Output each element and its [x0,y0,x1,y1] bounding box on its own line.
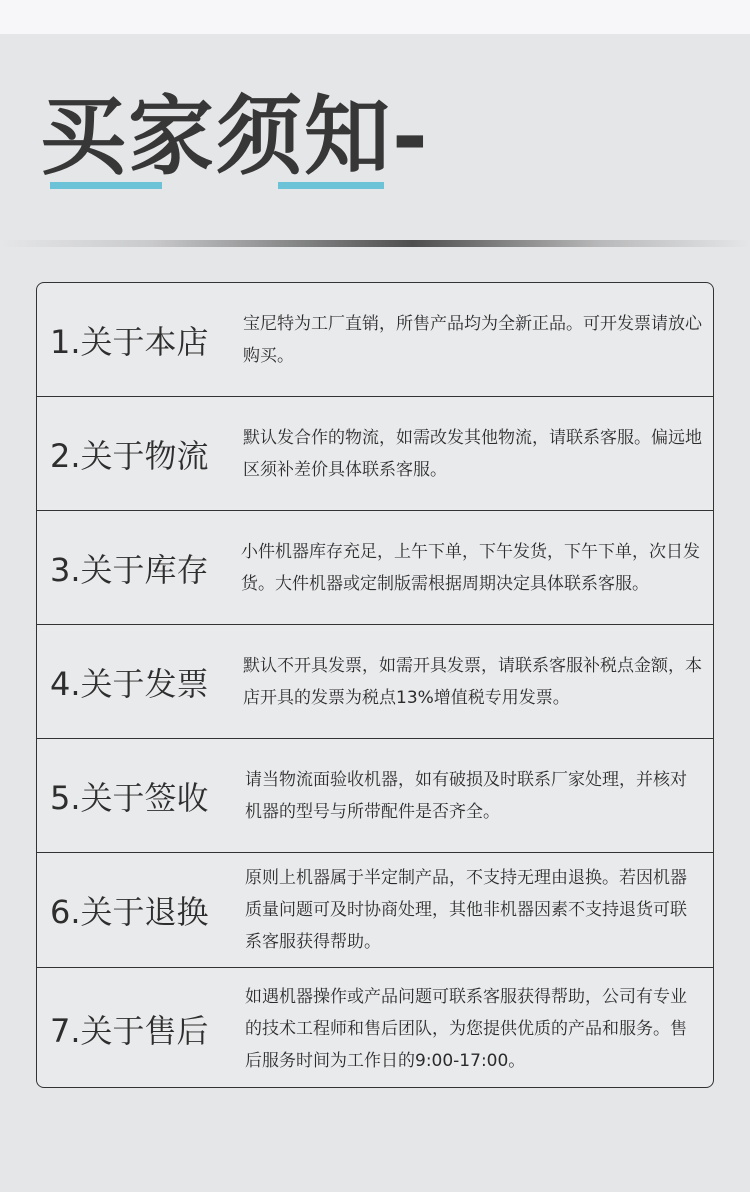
row-text: 宝尼特为工厂直销，所售产品均为全新正品。可开发票请放心购买。 [243,313,702,366]
title-block [40,82,500,202]
row-heading: 1.关于本店 [50,322,209,361]
top-strip [0,0,750,34]
row-heading: 7.关于售后 [50,1011,209,1050]
notice-row-logistics [37,397,713,511]
page-title: 买家须知- [40,87,430,187]
notice-row-receipt [37,739,713,853]
notice-row-returns [37,853,713,968]
row-text: 原则上机器属于半定制产品，不支持无理由退换。若因机器质量问题可及时协商处理，其他非机器因素不支持退货可联系客服获得帮助。 [245,868,687,952]
row-text: 小件机器库存充足，上午下单，下午发货，下午下单，次日发货。大件机器或定制版需根据周期决定具体联系客服。 [241,541,700,594]
notice-row-invoice [37,625,713,739]
row-text: 请当物流面验收机器，如有破损及时联系厂家处理，并核对机器的型号与所带配件是否齐全。 [245,769,687,822]
notice-table [36,282,714,1088]
divider-line [0,240,750,247]
row-text: 如遇机器操作或产品问题可联系客服获得帮助，公司有专业的技术工程师和售后团队，为您提供优质的产品和服务。售后服务时间为工作日的9:00-17:00。 [245,986,687,1071]
row-text: 默认不开具发票，如需开具发票，请联系客服补税点金额，本店开具的发票为税点13%增值税专用发票。 [243,655,702,708]
row-heading: 3.关于库存 [50,550,209,589]
row-heading: 6.关于退换 [50,893,209,931]
row-heading: 4.关于发票 [50,664,209,703]
row-heading: 5.关于签收 [50,778,209,817]
notice-row-inventory [37,511,713,625]
row-text: 默认发合作的物流，如需改发其他物流，请联系客服。偏远地区须补差价具体联系客服。 [243,427,702,480]
notice-row-store [37,283,713,397]
row-heading: 2.关于物流 [50,436,209,475]
notice-row-aftersales [37,968,713,1088]
